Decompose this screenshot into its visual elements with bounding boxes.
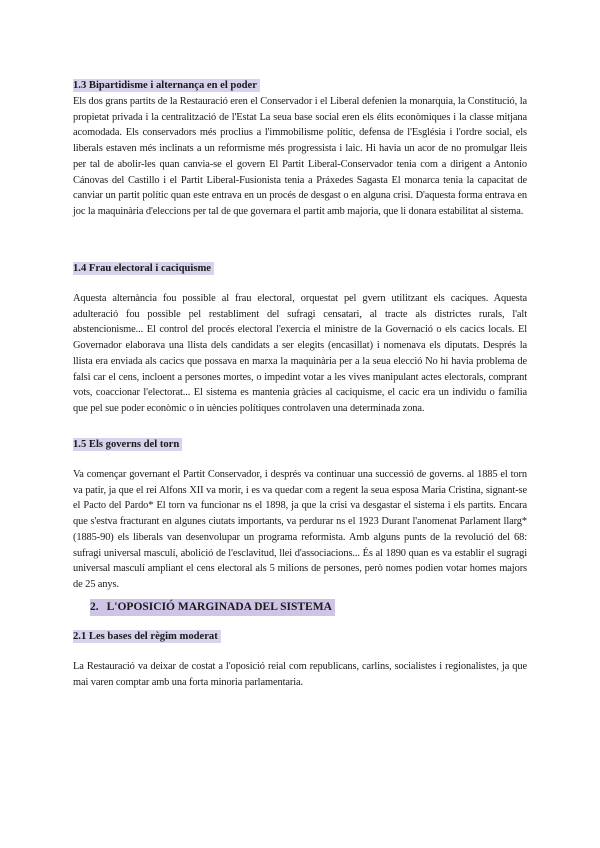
paragraph-1-3: Els dos grans partits de la Restauració eren el Conservador i el Liberal defenien la monarquia, la Constitució, la propietat privada i la centralització de l'Estat La seua base social eren els élits econòmiques i la classe mitjana acomodada. Els conservadors més proclius a l'immobilisme polític, defensa de l'Església i l'ordre social, els liberals estaven més inclinats a un reformisme més progressista i laic. Hi havia un acor de no promulgar lleis per tal de abolir-les quan canvia-se el govern El Partit Liberal-Conservador tenia com a dirigent a Antonio Cánovas del Castillo i el Partit Liberal-Fusionista tenia a Práxedes Sagasta El monarca tenia la capacitat de canviar un partit polític quan este entrava en un procés de desgast o en alguna crisi. D'aquesta forma entrava en joc la maquinària d'eleccions per tal de que governara el partit amb majoria, que li donara estabilitat al sistema. [73,96,527,217]
paragraph-1-5: Va començar governant el Partit Conservador, i després va continuar una successió de governs. al 1885 el torn va patir, ja que el rei Alfons XII va morir, i es va quedar com a regent la seua esposa Maria Cristina, signant-se el Pacto del Pardo* El torn va funcionar ns el 1898, ja que la crisi va desgastar el sistema i els partits. Encara que s'estva fracturant en algunes ciutats importants, va perdurar ns el 1923 Durant l'anomenat Parlament llarg* (1885-90) els liberals van desenvolupar un programa reformista. Amb alguns punts de la revolució del 68: sufragi universal masculí, abolició de l'esclavitud, llei d'associacions... És al 1890 quan es va establir el sugragi universal masculí ampliant el cens electoral als 5 milions de persones, però nomes podien votar homes majors de 25 anys. [73,469,527,590]
heading-1-5: 1.5 Els governs del torn [73,438,182,451]
section-heading-2 [90,599,335,616]
heading-1-4: 1.4 Frau electoral i caciquisme [73,262,214,275]
section-title: L'OPOSICIÓ MARGINADA DEL SISTEMA [106,601,332,613]
heading-2-1: 2.1 Les bases del règim moderat [73,630,221,643]
section-number: 2. [90,601,99,613]
paragraph-1-4: Aquesta alternància fou possible al frau electoral, orquestat pel gvern utilitzant els caciques. Aquesta adulteració fou possible pel restabliment del sufragi censatari, al tracte als districtes rurals, l'alt abstencionisme... El control del procés electoral l'exercia el ministre de la Governació o els cacics locals. El Governador elaborava una llista dels candidats a ser elegits (encasillat) i nomenava els diputats. Després la llista era enviada als cacics que possava en marxa la maquinària per a la seua elecció No hi havia problema de falsi car el cens, incloent a persones mortes, o impedint votar a les vives manipulant actes electorals, comprant vots, coaccionar l'electorat... El sistema es mantenia gràcies al caciquisme, el cacic era un individu o família que pel sue poder econòmic o in uències polítiques controlaven una determinada zona. [73,293,527,414]
heading-1-3: 1.3 Bipartidisme i alternança en el poder [73,79,260,92]
paragraph-2-1: La Restauració va deixar de costat a l'oposició reial com republicans, carlins, socialistes i regionalistes, ja que mai varen comptar amb una forta minoria parlamentaria. [73,661,527,688]
